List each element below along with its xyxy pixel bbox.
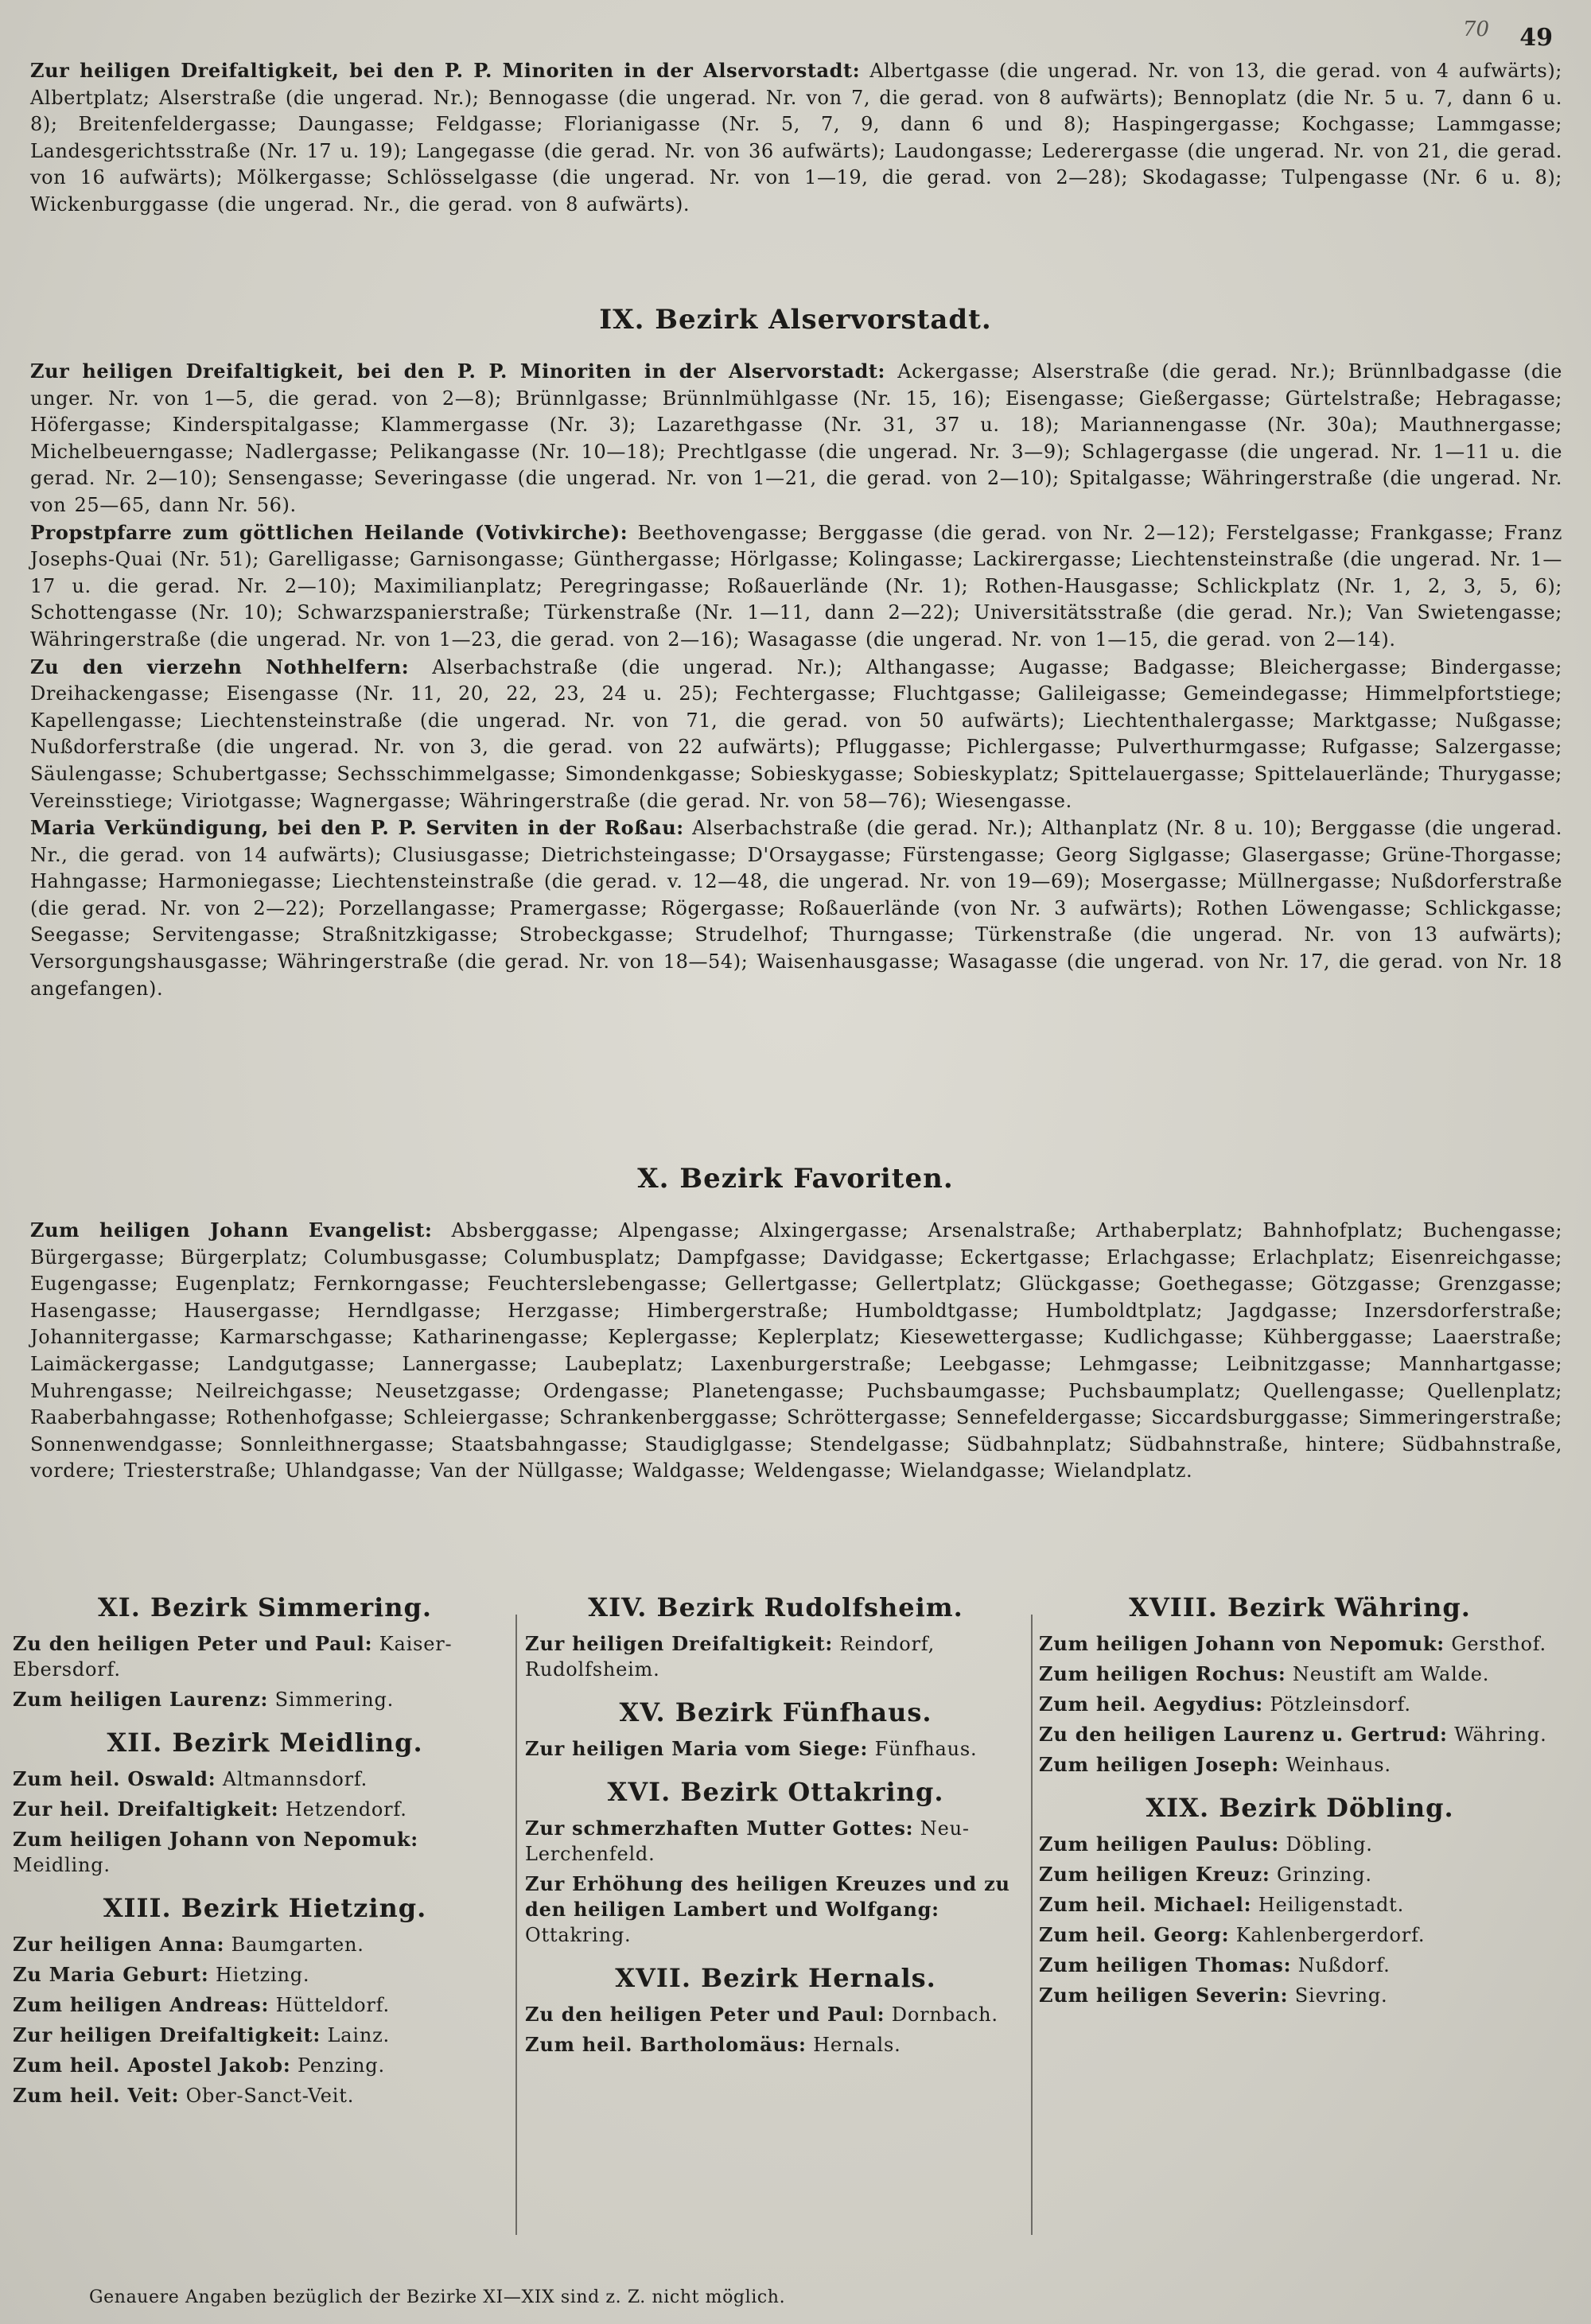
parish-name: Zum heil. Aegydius: [1039,1692,1263,1716]
parish-place: Meidling. [13,1854,111,1876]
parish-place: Simmering. [274,1689,395,1711]
parish-entry [525,1631,1026,1682]
district-heading: XVII. Bezirk Hernals. [615,1963,936,1993]
footnote: Genauere Angaben bezüglich der Bezirke XI—XIX sind z. Z. nicht möglich. [89,2287,786,2307]
parish-place: Weinhaus. [1286,1754,1391,1776]
parish-name: Zum heiligen Severin: [1039,1984,1289,2007]
district-column [1039,1592,1561,2013]
parish-entry [1039,1631,1561,1657]
parish-streets: Ackergasse; Alserstraße (die gerad. Nr.); Brünnlbadgasse (die unger. Nr. von 1—5, die gerad. von 2—8); Brünnlgasse; Brünnlmühlgasse (Nr. 15, 16); Eisengasse; Gießergasse; Gürtelstraße; Hebragasse; Höfergasse; Kinderspitalgasse; Klammergasse (Nr. 3); Lazarethgasse (Nr. 31, 37 u. 18); Mariannengasse (Nr. 30a); Mauthnergasse; Michelbeuerngasse; Nadlergasse; Pelikangasse (Nr. 10—18); Prechtlgasse (die ungerad. Nr. 3—9); Schlagergasse (die ungerad. Nr. 1—11 u. die gerad. Nr. 2—10); Sensengasse; Severingasse (die ungerad. Nr. von 1—21, die gerad. von 2—10); Spitalgasse; Währingerstraße (die ungerad. Nr. von 25—65, dann Nr. 56). [30,360,1562,516]
parish-name: Zum heiligen Johann von Nepomuk: [1039,1632,1445,1655]
parish-title: Zur heiligen Dreifaltigkeit, bei den P. P. Minoriten in der Alservorstadt: [30,59,861,82]
parish-name: Zur heil. Dreifaltigkeit: [13,1797,279,1821]
parish-paragraph [30,358,1562,519]
parish-place: Hernals. [813,2034,901,2056]
parish-entry [1039,1983,1561,2008]
parish-entry [1039,1661,1561,1687]
district-heading: XIX. Bezirk Döbling. [1146,1793,1454,1823]
parish-streets: Albertgasse (die ungerad. Nr. von 13, die gerad. von 4 aufwärts); Albertplatz; Alserstraße (die ungerad. Nr.); Bennogasse (die ungerad. Nr. von 7, die gerad. von 8 aufwärts); Bennoplatz (die Nr. 5 u. 7, dann 6 u. 8); Breitenfeldergasse; Daungasse; Feldgasse; Florianigasse (Nr. 5, 7, 9, dann 6 und 8); Haspingergasse; Kochgasse; Lammgasse; Landesgerichtsstraße (Nr. 17 u. 19); Langegasse (die gerad. Nr. von 36 aufwärts); Laudongasse; Lederergasse (die ungerad. Nr. von 21, die gerad. von 16 aufwärts); Mölkergasse; Schlösselgasse (die ungerad. Nr. von 1—19, die gerad. von 2—28); Skodagasse; Tulpengasse (Nr. 6 u. 8); Wickenburggasse (die ungerad. Nr., die gerad. von 8 aufwärts). [30,60,1562,216]
parish-place: Altmannsdorf. [222,1768,368,1790]
parish-name: Zur schmerzhaften Mutter Gottes: [525,1817,914,1840]
parish-paragraph [30,519,1562,654]
parish-place: Kahlenbergerdorf. [1235,1924,1426,1946]
district-heading: XIII. Bezirk Hietzing. [103,1893,427,1923]
parish-title: Zur heiligen Dreifaltigkeit, bei den P. P. Minoriten in der Alservorstadt: [30,359,886,383]
district-9-body [30,358,1562,1002]
parish-entry [13,1631,517,1682]
parish-entry [13,1687,517,1712]
parish-paragraph [30,1217,1562,1485]
parish-streets: Alserbachstraße (die ungerad. Nr.); Althangasse; Augasse; Badgasse; Bleichergasse; Bindergasse; Dreihackengasse; Eisengasse (Nr. 11, 20, 22, 23, 24 u. 25); Fechtergasse; Fluchtgasse; Galileigasse; Gemeindegasse; Himmelpfortstiege; Kapellengasse; Liechtensteinstraße (die ungerad. Nr. von 71, die gerad. von 50 aufwärts); Liechtenthalergasse; Marktgasse; Nußgasse; Nußdorferstraße (die ungerad. Nr. von 3, die gerad. von 22 aufwärts); Pfluggasse; Pichlergasse; Pulverthurmgasse; Rufgasse; Salzergasse; Säulengasse; Schubertgasse; Sechsschimmelgasse; Simondenkgasse; Sobieskygasse; Sobieskyplatz; Spittelauergasse; Spittelauerlände; Thurygasse; Vereinsstiege; Viriotgasse; Wagnergasse; Währingerstraße (die gerad. Nr. von 58—76); Wiesengasse. [30,655,1562,812]
parish-entry [525,1736,1026,1762]
parish-name: Zum heiligen Kreuz: [1039,1863,1270,1886]
district-heading: XI. Bezirk Simmering. [97,1592,433,1623]
parish-name: Zur heiligen Anna: [13,1933,225,1956]
parish-name: Zum heiligen Andreas: [13,1993,270,2016]
parish-name: Zum heiligen Paulus: [1039,1832,1279,1856]
parish-entry [1039,1752,1561,1778]
parish-title: Propstpfarre zum göttlichen Heilande (Votivkirche): [30,520,628,544]
parish-place: Hetzendorf. [285,1798,407,1821]
parish-entry [525,2002,1026,2027]
parish-entry [1039,1692,1561,1717]
parish-place: Ottakring. [525,1924,632,1946]
parish-entry [1039,1922,1561,1948]
page-number: 49 [1519,24,1553,52]
parish-streets: Alserbachstraße (die gerad. Nr.); Althanplatz (Nr. 8 u. 10); Berggasse (die ungerad. Nr., die gerad. von 14 aufwärts); Clusiusgasse; Dietrichsteingasse; D'Orsaygasse; Fürstengasse; Georg Siglgasse; Glasergasse; Grüne-Thorgasse; Hahngasse; Harmoniegasse; Liechtensteinstraße (die gerad. v. 12—48, die ungerad. Nr. von 19—69); Mosergasse; Müllnergasse; Nußdorferstraße (die gerad. Nr. von 2—22); Porzellangasse; Pramergasse; Rögergasse; Roßauerlände (von Nr. 3 aufwärts); Rothen Löwengasse; Schlickgasse; Seegasse; Servitengasse; Straßnitzkigasse; Strobeckgasse; Strudelhof; Thurngasse; Türkenstraße (die ungerad. Nr. von 13 aufwärts); Versorgungshausgasse; Währingerstraße (die gerad. Nr. von 18—54); Waisenhausgasse; Wasagasse (die ungerad. von Nr. 17, die gerad. von Nr. 18 angefangen). [30,817,1562,1000]
parish-entry [1039,1892,1561,1918]
parish-paragraph [30,57,1562,219]
parish-name: Zu den heiligen Peter und Paul: [13,1632,373,1655]
parish-place: Neustift am Walde. [1292,1663,1490,1685]
parish-place: Hietzing. [215,1964,310,1986]
district-heading: XVIII. Bezirk Währing. [1129,1592,1471,1623]
parish-place: Fünfhaus. [874,1738,978,1760]
parish-name: Zum heiligen Thomas: [1039,1953,1292,1976]
parish-name: Zu den heiligen Laurenz u. Gertrud: [1039,1723,1448,1746]
parish-place: Heiligenstadt. [1258,1894,1405,1916]
parish-name: Zur heiligen Dreifaltigkeit: [525,1632,834,1655]
parish-name: Zur heiligen Maria vom Siege: [525,1737,869,1760]
parish-name: Zum heiligen Joseph: [1039,1753,1279,1776]
parish-entry [13,1766,517,1792]
parish-place: Pötzleinsdorf. [1270,1693,1411,1716]
parish-entry [1039,1832,1561,1857]
parish-name: Zum heil. Bartholomäus: [525,2033,807,2056]
parish-entry [525,1871,1026,1948]
pencil-mark: 70 [1462,17,1489,41]
parish-entry [1039,1722,1561,1747]
parish-name: Zum heiligen Johann von Nepomuk: [13,1828,418,1851]
parish-name: Zu Maria Geburt: [13,1963,209,1986]
parish-entry [13,2083,517,2108]
parish-place: Gersthof. [1451,1633,1546,1655]
parish-entry [13,1932,517,1957]
district-10-body [30,1217,1562,1485]
column-divider [1031,1615,1033,2235]
parish-place: Kaiser-Ebersdorf. [13,1633,453,1681]
parish-name: Zum heil. Georg: [1039,1923,1230,1946]
district-heading: X. Bezirk Favoriten. [637,1163,954,1195]
parish-place: Baumgarten. [231,1933,364,1956]
parish-place: Penzing. [297,2054,385,2077]
parish-place: Ober-Sanct-Veit. [185,2085,355,2107]
parish-place: Neu-Lerchenfeld. [525,1817,970,1865]
parish-streets: Beethovengasse; Berggasse (die gerad. von Nr. 2—12); Ferstelgasse; Frankgasse; Franz Josephs-Quai (Nr. 51); Garelligasse; Garnisongasse; Günthergasse; Hörlgasse; Kolingasse; Lackirergasse; Liechtensteinstraße (die ungerad. Nr. 1—17 u. die gerad. Nr. 2—10); Maximilianplatz; Peregringasse; Roßauerlände (Nr. 1); Rothen-Hausgasse; Schlickplatz (Nr. 1, 2, 3, 5, 6); Schottengasse (Nr. 10); Schwarzspanierstraße; Türkenstraße (Nr. 1—11, dann 2—22); Universitätsstraße (die gerad. Nr.); Van Swietengasse; Währingerstraße (die ungerad. Nr. von 1—23, die gerad. von 2—16); Wasagasse (die ungerad. Nr. von 1—15, die gerad. von 2—14). [30,521,1562,651]
parish-name: Zum heil. Michael: [1039,1893,1252,1916]
parish-name: Zum heiligen Laurenz: [13,1688,269,1711]
parish-paragraph [30,654,1562,815]
parish-place: Währing. [1454,1724,1547,1746]
district-heading: IX. Bezirk Alservorstadt. [599,304,992,336]
parish-entry [13,2053,517,2078]
top-paragraph [30,57,1562,219]
parish-entry [13,1797,517,1822]
parish-title: Maria Verkündigung, bei den P. P. Serviten in der Roßau: [30,816,684,840]
district-heading: XV. Bezirk Fünfhaus. [619,1697,932,1727]
parish-entry [525,1816,1026,1867]
parish-title: Zum heiligen Johann Evangelist: [30,1218,433,1242]
parish-name: Zum heil. Veit: [13,2084,180,2107]
parish-paragraph [30,814,1562,1002]
parish-place: Lainz. [327,2024,390,2046]
district-heading: XIV. Bezirk Rudolfsheim. [588,1592,963,1623]
parish-place: Nußdorf. [1297,1954,1391,1976]
parish-name: Zum heil. Apostel Jakob: [13,2054,291,2077]
parish-place: Grinzing. [1277,1863,1372,1886]
parish-entry [525,2032,1026,2058]
parish-streets: Absberggasse; Alpengasse; Alxingergasse; Arsenalstraße; Arthaberplatz; Bahnhofplatz; Buchengasse; Bürgergasse; Bürgerplatz; Columbusgasse; Columbusplatz; Dampfgasse; Davidgasse; Eckertgasse; Erlachgasse; Erlachplatz; Eisenreichgasse; Eugengasse; Eugenplatz; Fernkorngasse; Feuchterslebengasse; Gellertgasse; Gellertplatz; Glückgasse; Goethegasse; Götzgasse; Grenzgasse; Hasengasse; Hausergasse; Herndlgasse; Herzgasse; Himbergerstraße; Humboldtgasse; Humboldtplatz; Jagdgasse; Inzersdorferstraße; Johannitergasse; Karmarschgasse; Katharinengasse; Keplergasse; Keplerplatz; Kiesewettergasse; Kudlichgasse; Kühberggasse; Laaerstraße; Laimäckergasse; Landgutgasse; Lannergasse; Laubeplatz; Laxenburgerstraße; Leebgasse; Lehmgasse; Leibnitzgasse; Mannhartgasse; Muhrengasse; Neilreichgasse; Neusetzgasse; Ordengasse; Planetengasse; Puchsbaumgasse; Puchsbaumplatz; Quellengasse; Quellenplatz; Raaberbahngasse; Rothenhofgasse; Schleiergasse; Schrankenberggasse; Schröttergasse; Sennefeldergasse; Siccardsburggasse; Simmeringerstraße; Sonnenwendgasse; Sonnleithnergasse; Staatsbahngasse; Staudiglgasse; Stendelgasse; Südbahnplatz; Südbahnstraße, hintere; Südbahnstraße, vordere; Triesterstraße; Uhlandgasse; Van der Nüllgasse; Waldgasse; Weldengasse; Wielandgasse; Wielandplatz. [30,1219,1562,1483]
parish-name: Zu den heiligen Peter und Paul: [525,2003,885,2026]
district-column [525,1592,1026,2062]
district-heading: XVI. Bezirk Ottakring. [607,1777,944,1807]
parish-name: Zur Erhöhung des heiligen Kreuzes und zu den heiligen Lambert und Wolfgang: [525,1872,1010,1921]
parish-place: Reindorf, Rudolfsheim. [525,1633,936,1681]
parish-entry [1039,1953,1561,1978]
district-column [13,1592,517,2113]
parish-title: Zu den vierzehn Nothhelfern: [30,655,410,678]
parish-name: Zur heiligen Dreifaltigkeit: [13,2023,321,2046]
parish-entry [13,2023,517,2048]
parish-place: Dornbach. [891,2003,998,2026]
parish-place: Döbling. [1286,1833,1373,1856]
parish-entry [13,1992,517,2018]
parish-name: Zum heiligen Rochus: [1039,1662,1286,1685]
parish-place: Sievring. [1294,1984,1388,2007]
parish-entry [13,1827,517,1878]
parish-name: Zum heil. Oswald: [13,1767,216,1790]
parish-place: Hütteldorf. [275,1994,390,2016]
parish-entry [13,1962,517,1988]
parish-entry [1039,1862,1561,1887]
district-heading: XII. Bezirk Meidling. [107,1727,423,1758]
